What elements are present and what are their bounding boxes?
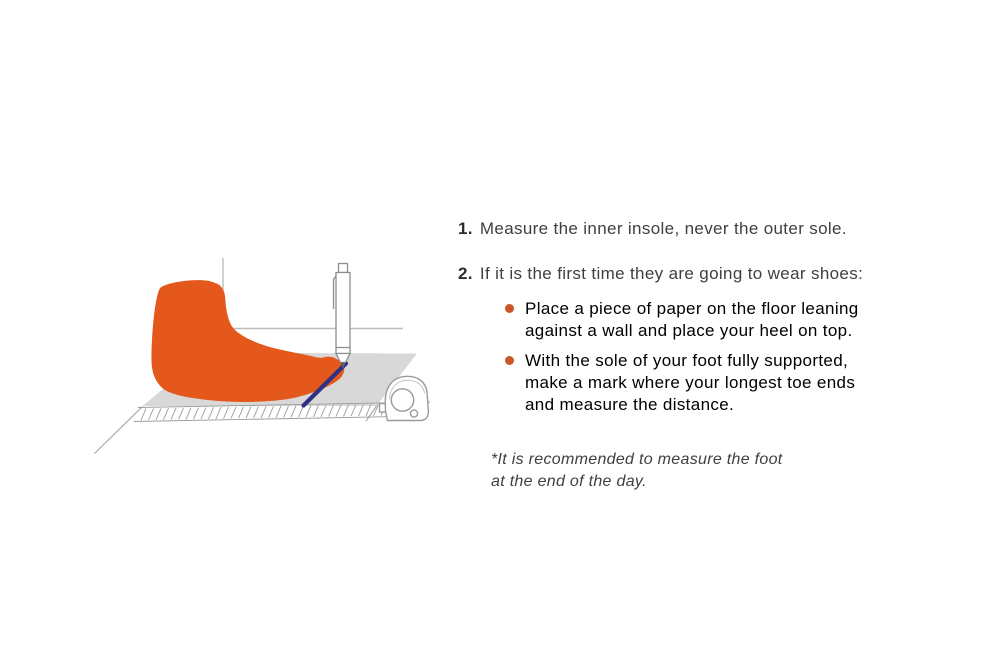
bullet-2-line-1: With the sole of your foot fully supported,: [525, 351, 849, 370]
bullet-item-1: [505, 298, 859, 342]
tape-reel-circle: [391, 389, 413, 411]
footnote-line-2: at the end of the day.: [491, 473, 647, 490]
footnote-line-1: *It is recommended to measure the foot: [491, 451, 783, 468]
bullet-2-text: [525, 350, 855, 416]
floor-hatch-marks: [141, 404, 416, 421]
step-1-number: 1.: [458, 219, 473, 238]
floor-strip-bottom-line: [134, 416, 426, 422]
footnote: [491, 449, 783, 493]
step-1: [458, 219, 847, 239]
bullet-dot-icon: [505, 356, 514, 365]
pen-body: [336, 273, 350, 354]
bullet-2-line-3: and measure the distance.: [525, 395, 735, 414]
step-1-text: Measure the inner insole, never the outer sole.: [479, 219, 847, 238]
floor-edge-line: [95, 407, 143, 454]
bullet-1-line-2: against a wall and place your heel on top.: [525, 321, 853, 340]
bullet-1-line-1: Place a piece of paper on the floor leaning: [525, 299, 859, 318]
step-2: [458, 264, 863, 284]
step-2-text: If it is the first time they are going to wear shoes:: [479, 264, 864, 283]
marker-pen: [334, 264, 351, 369]
pen-cap-button: [339, 264, 348, 273]
bullet-2-line-2: make a mark where your longest toe ends: [525, 373, 856, 392]
bullet-1-text: [525, 298, 859, 342]
step-2-number: 2.: [458, 264, 473, 283]
tape-button-circle: [410, 410, 417, 417]
bullet-dot-icon: [505, 304, 514, 313]
foot-silhouette: [151, 280, 344, 402]
foot-measurement-illustration: [85, 252, 470, 464]
bullet-item-2: [505, 350, 855, 416]
